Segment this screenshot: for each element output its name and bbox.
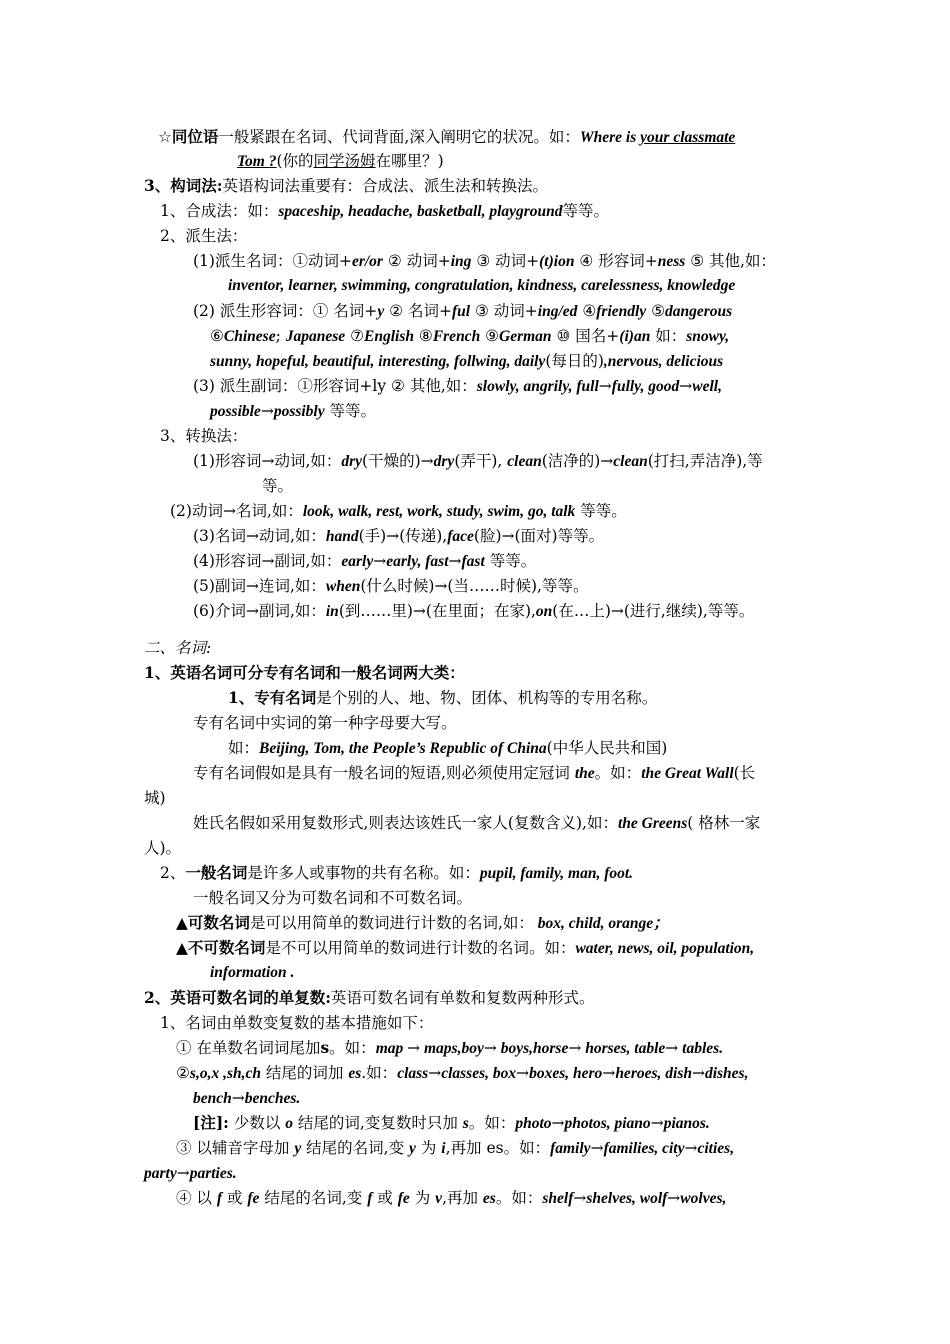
- example-en: map: [375, 1040, 408, 1057]
- text: ④ 形容词+: [574, 252, 658, 270]
- suffix-en: s: [462, 1115, 469, 1132]
- example-en: in: [325, 603, 339, 620]
- text: (洁净的)→: [541, 452, 614, 470]
- example-en: wolves,: [680, 1190, 727, 1207]
- text: 是不可以用简单的数词进行计数的名词。如：: [265, 939, 576, 957]
- plural-rule-1: [176, 1038, 723, 1059]
- example-en: parties.: [189, 1165, 237, 1182]
- text: ⑦: [345, 327, 364, 345]
- conversion-adj-verb-2: [262, 476, 293, 496]
- derived-adjectives-line: [193, 301, 732, 322]
- examples-en: fully, good: [611, 378, 680, 395]
- example-en: party: [144, 1165, 177, 1182]
- example-en: Chinese: [223, 328, 276, 345]
- uncountable-noun-def: [176, 938, 754, 959]
- suffix-en: ing/ed: [537, 303, 578, 320]
- text: 等等。: [324, 402, 377, 420]
- example-en: classes, box: [441, 1065, 517, 1082]
- text: 等等。: [484, 552, 537, 570]
- plural-rule-2-cont: [193, 1088, 300, 1109]
- arrow: →: [650, 1114, 664, 1132]
- example-en: French: [432, 328, 481, 345]
- examples-en: slowly, angrily, full: [476, 378, 599, 395]
- proper-noun-the: [193, 763, 805, 784]
- example-en: clean: [507, 453, 542, 470]
- text: (手)→(传递),: [358, 527, 448, 545]
- text: 如：: [228, 739, 260, 757]
- text: (1)派生名词：①动词+: [193, 252, 352, 270]
- example-en: dishes,: [704, 1065, 749, 1082]
- label: 2、派生法：: [160, 227, 248, 245]
- arrow: →: [231, 1089, 245, 1107]
- examples-en: sunny, hopeful, beautiful, interesting, follwing, daily: [210, 353, 546, 370]
- examples-en: box, child, orange；: [533, 915, 669, 932]
- text: (干燥的)→: [362, 452, 434, 470]
- derived-adjectives-line-2: [210, 326, 729, 347]
- suffix-en: y: [377, 303, 385, 320]
- text: (5)副词→连词,如：: [193, 577, 326, 595]
- example-en: the Greens: [617, 815, 688, 832]
- example-en: fast: [461, 553, 485, 570]
- examples-en: ,nervous, delicious: [603, 353, 724, 370]
- term: 可数名词: [187, 913, 250, 932]
- text: (到……里)→(在里面；在家),: [338, 602, 536, 620]
- text: (6)介词→副词,如：: [193, 602, 326, 620]
- common-noun-types: 一般名词又分为可数名词和不可数名词。: [193, 889, 473, 907]
- text: 或: [372, 1189, 398, 1207]
- surname-plural-cont: 人)。: [144, 839, 182, 857]
- example-en: benches.: [244, 1090, 301, 1107]
- text: ;: [275, 327, 286, 345]
- examples-en: well,: [692, 378, 722, 395]
- example-en: possibly: [273, 403, 325, 420]
- uncountable-noun-example-cont: information .: [210, 964, 295, 981]
- example-en: boxes, hero: [529, 1065, 603, 1082]
- text: 等。: [262, 477, 294, 495]
- plural-note: [193, 1113, 710, 1134]
- arrow: →: [573, 1189, 587, 1207]
- example-en: dangerous: [665, 303, 733, 320]
- example-en-underlined: Tom ?: [237, 153, 277, 170]
- example-en: boys,horse: [496, 1040, 569, 1057]
- text: ⑤: [646, 302, 666, 320]
- letter-en: y: [409, 1140, 416, 1157]
- conversion-verb-noun: [170, 501, 627, 522]
- term: 一般名词: [185, 863, 248, 882]
- text: ③ 动词+: [471, 252, 540, 270]
- text: ,再加: [442, 1189, 483, 1207]
- example-en: on: [535, 603, 553, 620]
- text: (1)形容词→动词,如：: [193, 452, 342, 470]
- plural-rule-2: [176, 1063, 748, 1084]
- text: 为: [415, 1139, 442, 1157]
- text: (2) 派生形容词：① 名词+: [193, 302, 378, 320]
- proper-noun-capital: 专有名词中实词的第一种字母要大写。: [193, 714, 457, 732]
- text: (中华人民共和国): [546, 739, 668, 757]
- example-en: shelves, wolf: [586, 1190, 668, 1207]
- text: 少数以: [228, 1114, 286, 1132]
- text: 是个别的人、地、物、团体、机构等的专用名称。: [316, 689, 658, 707]
- suffix-en: (t)ion: [539, 253, 575, 270]
- arrow: →: [667, 1189, 681, 1207]
- term: 1、专有名词: [228, 688, 317, 707]
- derived-nouns-examples: [228, 276, 735, 296]
- text: (每日的): [545, 352, 604, 370]
- examples-en: water, news, oil, population,: [575, 940, 755, 957]
- conversion-heading: [160, 426, 247, 446]
- suffix-en: s: [320, 1038, 330, 1057]
- example-en: dry: [341, 453, 363, 470]
- text: ⑥: [210, 327, 224, 345]
- letter-en: i: [441, 1140, 446, 1157]
- example-en-underlined: your classmate: [640, 129, 736, 146]
- letter-en: f: [216, 1190, 223, 1207]
- derived-adverbs-line-2: [210, 401, 376, 422]
- examples-en: spaceship, headache, basketball, playground: [278, 203, 563, 220]
- text: 或: [222, 1189, 248, 1207]
- arrow: →: [590, 1139, 604, 1157]
- note-label: [注]:: [193, 1113, 229, 1132]
- term-appositive: 同位语: [171, 127, 219, 146]
- derived-adverbs-line: [193, 376, 722, 397]
- text: 。如：: [495, 1189, 543, 1207]
- example-zh: 在哪里？): [375, 152, 444, 170]
- example-en: maps,boy: [420, 1040, 484, 1057]
- suffix-en: es: [482, 1190, 496, 1207]
- arrow: →: [448, 552, 462, 570]
- text: 结尾的词加: [260, 1064, 349, 1082]
- arrow: →: [176, 1164, 190, 1182]
- arrow: →: [684, 1139, 698, 1157]
- text: (2)动词→名词,如：: [170, 502, 303, 520]
- proper-noun-example: [228, 738, 667, 759]
- conversion-adj-adv: [193, 551, 536, 572]
- text: 结尾的名词,变: [301, 1139, 410, 1157]
- arrow: →: [373, 552, 387, 570]
- example-en: Where is: [579, 129, 641, 146]
- suffix-en: (i)an: [619, 328, 651, 345]
- arrow: →: [551, 1114, 565, 1132]
- triangle-bullet: ▲: [176, 914, 188, 932]
- example-en: photo: [515, 1115, 552, 1132]
- term: 不可数名词: [187, 938, 266, 957]
- text: (在…上)→(进行,继续),等等。: [552, 602, 755, 620]
- example-zh: (你的: [276, 152, 314, 170]
- compounding-line: [160, 201, 609, 222]
- conversion-adv-conj: [193, 576, 588, 597]
- text: 。如：: [594, 764, 642, 782]
- text: 。如：: [468, 1114, 516, 1132]
- example-en: dry: [433, 453, 455, 470]
- text: ③ 以辅音字母加: [176, 1139, 295, 1157]
- text: (弄干),: [454, 452, 508, 470]
- surname-plural: [193, 813, 760, 834]
- text: 英语可数名词有单数和复数两种形式。: [331, 989, 595, 1007]
- example-en: face: [447, 528, 474, 545]
- heading-label: 3、构词法:: [144, 176, 223, 195]
- proper-noun-the-cont: 城): [144, 789, 166, 807]
- suffix-en: es: [348, 1065, 362, 1082]
- text: ⑨: [480, 327, 500, 345]
- example-en: hand: [325, 528, 359, 545]
- letter-en: v: [435, 1190, 443, 1207]
- example-en: English: [364, 328, 414, 345]
- triangle-bullet: ▲: [176, 939, 188, 957]
- text: ⑤ 其他,如：: [685, 252, 776, 270]
- plural-heading: [144, 988, 595, 1008]
- text: ②: [176, 1064, 190, 1082]
- text: 结尾的名词,变: [259, 1189, 368, 1207]
- text: .如：: [361, 1064, 398, 1082]
- appositive-desc: 一般紧跟在名词、代词背面,深入阐明它的状况。如：: [218, 128, 580, 146]
- example-zh-underlined: 同学汤姆: [313, 152, 376, 170]
- example-en: horses, table: [581, 1040, 666, 1057]
- plural-rules-intro: 1、名词由单数变复数的基本措施如下：: [160, 1014, 434, 1032]
- arrow: →: [483, 1039, 497, 1057]
- example-en: the Great Wall: [641, 765, 734, 782]
- text: ,再加 es。如：: [445, 1139, 551, 1157]
- plural-rule-3-cont: [144, 1163, 237, 1184]
- example-en: family: [550, 1140, 591, 1157]
- text: 是许多人或事物的共有名称。如：: [247, 864, 480, 882]
- text: 为: [409, 1189, 436, 1207]
- arrow: →: [260, 402, 274, 420]
- example-en: bench: [193, 1090, 232, 1107]
- label: 3、转换法：: [160, 427, 248, 445]
- example-en: shelf: [542, 1190, 574, 1207]
- text: (3) 派生副词：①形容词+ly ② 其他,如：: [193, 377, 477, 395]
- suffix-en: s,o,x ,sh,ch: [189, 1065, 261, 1082]
- common-noun-def: [160, 863, 633, 884]
- heading-word-formation: [144, 176, 548, 196]
- examples-en: Beijing, Tom, the People’s Republic of China: [259, 740, 547, 757]
- letter-en: f: [367, 1190, 373, 1207]
- text: ② 动词+: [382, 252, 451, 270]
- example-en: early: [341, 553, 374, 570]
- text: ④ 以: [176, 1189, 217, 1207]
- arrow: →: [428, 1064, 442, 1082]
- appositive-line: [158, 127, 808, 148]
- text: 。如：: [329, 1039, 376, 1057]
- text: 是可以用简单的数词进行计数的名词,如：: [249, 914, 534, 932]
- text: ③ 动词+: [470, 302, 538, 320]
- example-en: clean: [613, 453, 648, 470]
- text: 姓氏名假如采用复数形式,则表达该姓氏一家人(复数含义),如：: [193, 814, 618, 832]
- text: 等等。: [575, 502, 627, 520]
- arrow: →: [598, 377, 612, 395]
- letter-en: y: [294, 1140, 302, 1157]
- text: (长: [733, 764, 756, 782]
- heading-desc: 英语构词法重要有：合成法、派生法和转换法。: [222, 177, 549, 195]
- text: 结尾的词,变复数时只加: [293, 1114, 463, 1132]
- arrow: →: [665, 1039, 679, 1057]
- example-en: German: [499, 328, 552, 345]
- arrow: →: [691, 1064, 705, 1082]
- plural-rule-3: [176, 1138, 734, 1159]
- star-bullet: ☆: [158, 128, 172, 146]
- example-en: possible: [210, 403, 261, 420]
- arrow: →: [679, 377, 693, 395]
- example-en: photos, piano: [564, 1115, 651, 1132]
- suffix-en: ness: [657, 253, 686, 270]
- letter-en: fe: [397, 1190, 410, 1207]
- text: 专有名词假如是具有一般名词的短语,则必须使用定冠词: [193, 764, 575, 782]
- conversion-noun-verb: [193, 526, 604, 547]
- conversion-adj-verb: [193, 451, 763, 472]
- example-en: heroes, dish: [615, 1065, 692, 1082]
- arrow: →: [568, 1039, 582, 1057]
- conversion-prep-adv: [193, 601, 754, 622]
- text: ④: [577, 302, 597, 320]
- text: (脸)→(面对)等等。: [473, 527, 605, 545]
- example-en: early, fast: [386, 553, 449, 570]
- nouns-classification-heading: 1、英语名词可分专有名词和一般名词两大类：: [144, 663, 465, 682]
- example-en: snowy,: [686, 328, 730, 345]
- derivation-heading: [160, 226, 247, 246]
- example-en: Japanese: [285, 328, 346, 345]
- example-en: the: [574, 765, 595, 782]
- example-en: families, city: [603, 1140, 685, 1157]
- text: 如：: [650, 327, 687, 345]
- example-en: cities,: [697, 1140, 735, 1157]
- section-heading-nouns: 二、名词:: [144, 639, 212, 657]
- label: 1、合成法：如：: [160, 202, 279, 220]
- text: (3)名词→动词,如：: [193, 527, 326, 545]
- text: ⑧: [413, 327, 433, 345]
- text: ② 名词+: [384, 302, 452, 320]
- text: (什么时候)→(当……时候),等等。: [360, 577, 589, 595]
- text: 2、: [160, 864, 186, 882]
- suffix-en: o: [285, 1115, 293, 1132]
- arrow: →: [602, 1064, 616, 1082]
- arrow: →: [407, 1039, 421, 1057]
- example-en: pianos.: [663, 1115, 710, 1132]
- text: ⑩ 国名+: [551, 327, 620, 345]
- text: ① 在单数名词词尾加: [176, 1039, 321, 1057]
- example-en: friendly: [596, 303, 647, 320]
- example-en: tables.: [678, 1040, 724, 1057]
- suffix-en: ful: [451, 303, 471, 320]
- text: (打扫,弄洁净),等: [647, 452, 763, 470]
- countable-noun-def: [176, 913, 669, 934]
- examples-en: inventor, learner, swimming, congratulation, kindness, carelessness, knowledge: [228, 277, 736, 294]
- letter-en: fe: [247, 1190, 260, 1207]
- examples-en: look, walk, rest, work, study, swim, go, talk: [302, 503, 576, 520]
- heading-label: 2、英语可数名词的单复数:: [144, 988, 332, 1007]
- plural-rule-4: [176, 1188, 726, 1209]
- examples-en: pupil, family, man, foot.: [479, 865, 634, 882]
- proper-noun-def: [228, 688, 657, 708]
- appositive-line-2: [237, 151, 444, 172]
- suffix-en: er/or: [351, 253, 383, 270]
- example-en: when: [325, 578, 361, 595]
- text: (4)形容词→副词,如：: [193, 552, 342, 570]
- example-en: class: [397, 1065, 429, 1082]
- text: ( 格林一家: [687, 814, 761, 832]
- suffix-en: ing: [450, 253, 472, 270]
- derived-adjectives-line-3: [210, 351, 723, 372]
- derived-nouns-line: [193, 251, 803, 272]
- suffix: 等等。: [562, 202, 610, 220]
- arrow: →: [516, 1064, 530, 1082]
